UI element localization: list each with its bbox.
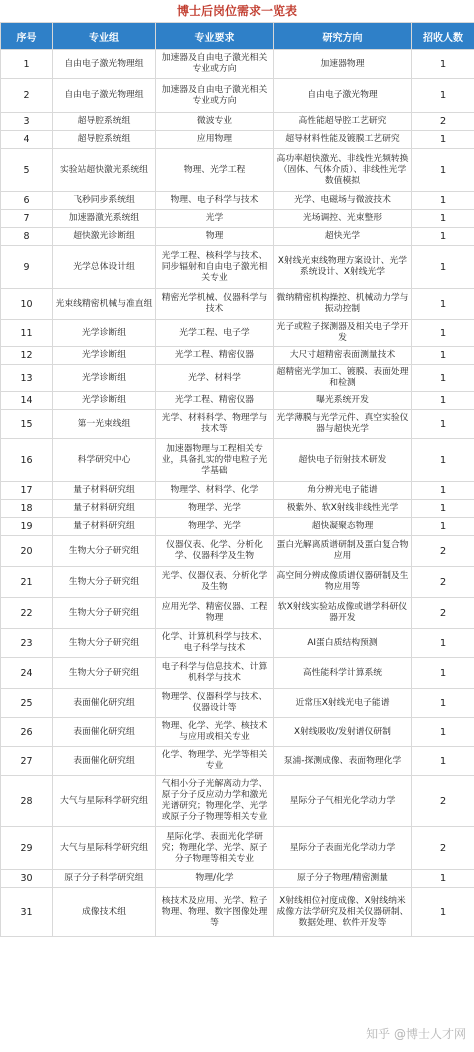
cell-count: 2	[412, 598, 474, 629]
cell-group: 光学诊断组	[53, 320, 156, 347]
cell-count: 2	[412, 113, 474, 131]
cell-count: 1	[412, 410, 474, 439]
cell-index: 28	[1, 776, 53, 827]
cell-group: 生物大分子研究组	[53, 536, 156, 567]
cell-index: 5	[1, 149, 53, 192]
cell-direction: 光学、电磁场与微波技术	[274, 192, 412, 210]
cell-count: 1	[412, 658, 474, 689]
table-row	[1, 518, 474, 536]
cell-index: 25	[1, 689, 53, 718]
cell-requirement: 物理学、材料学、化学	[156, 482, 274, 500]
cell-index: 17	[1, 482, 53, 500]
cell-index: 16	[1, 439, 53, 482]
cell-count: 1	[412, 689, 474, 718]
cell-requirement: 物理学、光学	[156, 518, 274, 536]
table-row	[1, 536, 474, 567]
table-body	[1, 50, 474, 937]
cell-count: 1	[412, 246, 474, 289]
cell-count: 1	[412, 718, 474, 747]
table-row	[1, 827, 474, 870]
cell-count: 2	[412, 827, 474, 870]
table-row	[1, 439, 474, 482]
cell-requirement: 光学、材料学	[156, 365, 274, 392]
cell-direction: 加速器物理	[274, 50, 412, 79]
cell-count: 1	[412, 320, 474, 347]
header-requirement: 专业要求	[156, 23, 274, 50]
table-row	[1, 210, 474, 228]
cell-requirement: 仪器仪表、化学、分析化学、仪器科学及生物	[156, 536, 274, 567]
cell-count: 1	[412, 365, 474, 392]
cell-group: 超导腔系统组	[53, 113, 156, 131]
cell-direction: 高空间分辨成像质谱仪器研制及生物应用等	[274, 567, 412, 598]
cell-group: 超快激光诊断组	[53, 228, 156, 246]
cell-group: 量子材料研究组	[53, 518, 156, 536]
table-row	[1, 567, 474, 598]
cell-group: 大气与星际科学研究组	[53, 776, 156, 827]
table-row	[1, 747, 474, 776]
cell-group: 飞秒同步系统组	[53, 192, 156, 210]
cell-requirement: 物理、光学工程	[156, 149, 274, 192]
cell-count: 1	[412, 482, 474, 500]
cell-group: 自由电子激光物理组	[53, 79, 156, 113]
cell-index: 30	[1, 870, 53, 888]
table-row	[1, 347, 474, 365]
cell-index: 4	[1, 131, 53, 149]
cell-group: 光学总体设计组	[53, 246, 156, 289]
cell-index: 23	[1, 629, 53, 658]
table-row	[1, 50, 474, 79]
cell-direction: 超快电子衍射技术研发	[274, 439, 412, 482]
cell-group: 量子材料研究组	[53, 500, 156, 518]
table-row	[1, 320, 474, 347]
cell-index: 13	[1, 365, 53, 392]
cell-requirement: 气相小分子光解离动力学、原子分子反应动力学和激光光谱研究；物理化学、光学或原子分子物理等相关专业	[156, 776, 274, 827]
cell-count: 2	[412, 536, 474, 567]
cell-count: 1	[412, 747, 474, 776]
cell-index: 21	[1, 567, 53, 598]
cell-group: 表面催化研究组	[53, 718, 156, 747]
cell-index: 24	[1, 658, 53, 689]
table-row	[1, 629, 474, 658]
cell-index: 7	[1, 210, 53, 228]
cell-index: 11	[1, 320, 53, 347]
cell-direction: 超快凝聚态物理	[274, 518, 412, 536]
table-row	[1, 289, 474, 320]
cell-requirement: 光学工程、精密仪器	[156, 347, 274, 365]
table-row	[1, 718, 474, 747]
cell-index: 20	[1, 536, 53, 567]
cell-direction: 高性能超导腔工艺研究	[274, 113, 412, 131]
table-row	[1, 192, 474, 210]
cell-index: 31	[1, 888, 53, 937]
cell-requirement: 精密光学机械、仪器科学与技术	[156, 289, 274, 320]
cell-count: 1	[412, 210, 474, 228]
cell-requirement: 物理学、光学	[156, 500, 274, 518]
cell-requirement: 光学工程、精密仪器	[156, 392, 274, 410]
cell-count: 1	[412, 347, 474, 365]
table-row	[1, 689, 474, 718]
cell-requirement: 物理、化学、光学、核技术与应用或相关专业	[156, 718, 274, 747]
cell-requirement: 应用物理	[156, 131, 274, 149]
cell-index: 15	[1, 410, 53, 439]
page-title: 博士后岗位需求一览表	[176, 4, 297, 18]
cell-direction: 原子分子物理/精密测量	[274, 870, 412, 888]
cell-index: 1	[1, 50, 53, 79]
cell-index: 29	[1, 827, 53, 870]
cell-requirement: 加速器及自由电子激光相关专业或方向	[156, 79, 274, 113]
cell-direction: 高功率超快激光、非线性光频转换（固体、气体介质）、非线性光学数值模拟	[274, 149, 412, 192]
table-row	[1, 365, 474, 392]
cell-direction: 光学薄膜与光学元件、真空实验仪器与超快光学	[274, 410, 412, 439]
cell-direction: 超快光学	[274, 228, 412, 246]
cell-group: 生物大分子研究组	[53, 629, 156, 658]
header-direction: 研究方向	[274, 23, 412, 50]
table-row	[1, 149, 474, 192]
table-row	[1, 113, 474, 131]
cell-count: 1	[412, 149, 474, 192]
cell-direction: 极紫外、软X射线非线性光学	[274, 500, 412, 518]
cell-index: 10	[1, 289, 53, 320]
table-row	[1, 79, 474, 113]
cell-direction: X射线光束线物理方案设计、光学系统设计、X射线光学	[274, 246, 412, 289]
cell-requirement: 光学	[156, 210, 274, 228]
cell-group: 科学研究中心	[53, 439, 156, 482]
cell-requirement: 物理、电子科学与技术	[156, 192, 274, 210]
table-row	[1, 131, 474, 149]
table-row	[1, 392, 474, 410]
cell-direction: X射线相位衬度成像、X射线纳米成像方法学研究及相关仪器研制、数据处理、软件开发等	[274, 888, 412, 937]
cell-requirement: 加速器及自由电子激光相关专业或方向	[156, 50, 274, 79]
table-row	[1, 228, 474, 246]
cell-direction: 星际分子气相光化学动力学	[274, 776, 412, 827]
cell-direction: 高性能科学计算系统	[274, 658, 412, 689]
cell-index: 19	[1, 518, 53, 536]
cell-direction: 软X射线实验站成像或谱学科研仪器开发	[274, 598, 412, 629]
cell-index: 27	[1, 747, 53, 776]
table-row	[1, 500, 474, 518]
cell-group: 生物大分子研究组	[53, 567, 156, 598]
cell-index: 2	[1, 79, 53, 113]
cell-requirement: 光学工程、核科学与技术、同步辐射和自由电子激光相关专业	[156, 246, 274, 289]
cell-index: 3	[1, 113, 53, 131]
cell-count: 1	[412, 629, 474, 658]
table-row	[1, 870, 474, 888]
cell-group: 生物大分子研究组	[53, 658, 156, 689]
header-group: 专业组	[53, 23, 156, 50]
cell-requirement: 加速器物理与工程相关专业，具备扎实的带电粒子光学基础	[156, 439, 274, 482]
cell-group: 光学诊断组	[53, 347, 156, 365]
cell-count: 2	[412, 567, 474, 598]
cell-direction: 蛋白光解离质谱研制及蛋白复合物应用	[274, 536, 412, 567]
cell-count: 1	[412, 870, 474, 888]
cell-count: 2	[412, 776, 474, 827]
cell-group: 光束线精密机械与准直组	[53, 289, 156, 320]
cell-direction: AI蛋白质结构预测	[274, 629, 412, 658]
cell-direction: 近常压X射线光电子能谱	[274, 689, 412, 718]
cell-direction: 超精密光学加工、镀膜、表面处理和检测	[274, 365, 412, 392]
table-header-row	[1, 23, 474, 50]
table-row	[1, 658, 474, 689]
cell-count: 1	[412, 79, 474, 113]
cell-direction: 角分辨光电子能谱	[274, 482, 412, 500]
cell-direction: 星际分子表面光化学动力学	[274, 827, 412, 870]
cell-count: 1	[412, 392, 474, 410]
cell-index: 6	[1, 192, 53, 210]
cell-group: 光学诊断组	[53, 392, 156, 410]
cell-direction: 超导材料性能及镀膜工艺研究	[274, 131, 412, 149]
cell-count: 1	[412, 888, 474, 937]
cell-count: 1	[412, 439, 474, 482]
cell-index: 26	[1, 718, 53, 747]
cell-direction: 微纳精密机构操控、机械动力学与振动控制	[274, 289, 412, 320]
cell-group: 大气与星际科学研究组	[53, 827, 156, 870]
cell-count: 1	[412, 131, 474, 149]
cell-group: 超导腔系统组	[53, 131, 156, 149]
cell-count: 1	[412, 518, 474, 536]
cell-requirement: 物理学、仪器科学与技术、仪器设计等	[156, 689, 274, 718]
cell-group: 表面催化研究组	[53, 747, 156, 776]
cell-requirement: 电子科学与信息技术、计算机科学与技术	[156, 658, 274, 689]
cell-count: 1	[412, 228, 474, 246]
cell-count: 1	[412, 500, 474, 518]
cell-requirement: 光学工程、电子学	[156, 320, 274, 347]
cell-count: 1	[412, 192, 474, 210]
cell-group: 生物大分子研究组	[53, 598, 156, 629]
cell-requirement: 物理/化学	[156, 870, 274, 888]
header-count: 招收人数	[412, 23, 474, 50]
cell-direction: 泵浦-探测成像、表面物理化学	[274, 747, 412, 776]
watermark: 知乎 @博士人才网	[366, 1027, 466, 1041]
cell-requirement: 化学、物理学、光学等相关专业	[156, 747, 274, 776]
cell-direction: X射线吸收/发射谱仪研制	[274, 718, 412, 747]
table-row	[1, 776, 474, 827]
table-row	[1, 598, 474, 629]
positions-table	[0, 22, 474, 937]
cell-requirement: 核技术及应用、光学、粒子物理、物理、数字图像处理等	[156, 888, 274, 937]
cell-requirement: 物理	[156, 228, 274, 246]
cell-count: 1	[412, 50, 474, 79]
cell-index: 12	[1, 347, 53, 365]
cell-count: 1	[412, 289, 474, 320]
cell-group: 原子分子科学研究组	[53, 870, 156, 888]
header-index: 序号	[1, 23, 53, 50]
cell-requirement: 光学、材料科学、物理学与技术等	[156, 410, 274, 439]
cell-direction: 自由电子激光物理	[274, 79, 412, 113]
cell-group: 量子材料研究组	[53, 482, 156, 500]
cell-group: 实验站超快激光系统组	[53, 149, 156, 192]
cell-group: 加速器激光系统组	[53, 210, 156, 228]
cell-index: 8	[1, 228, 53, 246]
table-row	[1, 888, 474, 937]
cell-group: 光学诊断组	[53, 365, 156, 392]
cell-requirement: 应用光学、精密仪器、工程物理	[156, 598, 274, 629]
cell-index: 22	[1, 598, 53, 629]
cell-group: 成像技术组	[53, 888, 156, 937]
cell-group: 第一光束线组	[53, 410, 156, 439]
table-row	[1, 246, 474, 289]
cell-direction: 大尺寸超精密表面测量技术	[274, 347, 412, 365]
table-row	[1, 482, 474, 500]
cell-requirement: 微波专业	[156, 113, 274, 131]
cell-requirement: 化学、计算机科学与技术、电子科学与技术	[156, 629, 274, 658]
cell-requirement: 星际化学、表面光化学研究；物理化学、光学、原子分子物理等相关专业	[156, 827, 274, 870]
cell-direction: 光场调控、光束整形	[274, 210, 412, 228]
cell-group: 表面催化研究组	[53, 689, 156, 718]
cell-group: 自由电子激光物理组	[53, 50, 156, 79]
cell-direction: 光子或粒子探测器及相关电子学开发	[274, 320, 412, 347]
cell-requirement: 光学、仪器仪表、分析化学及生物	[156, 567, 274, 598]
cell-index: 14	[1, 392, 53, 410]
cell-index: 18	[1, 500, 53, 518]
cell-index: 9	[1, 246, 53, 289]
table-row	[1, 410, 474, 439]
cell-direction: 曝光系统开发	[274, 392, 412, 410]
